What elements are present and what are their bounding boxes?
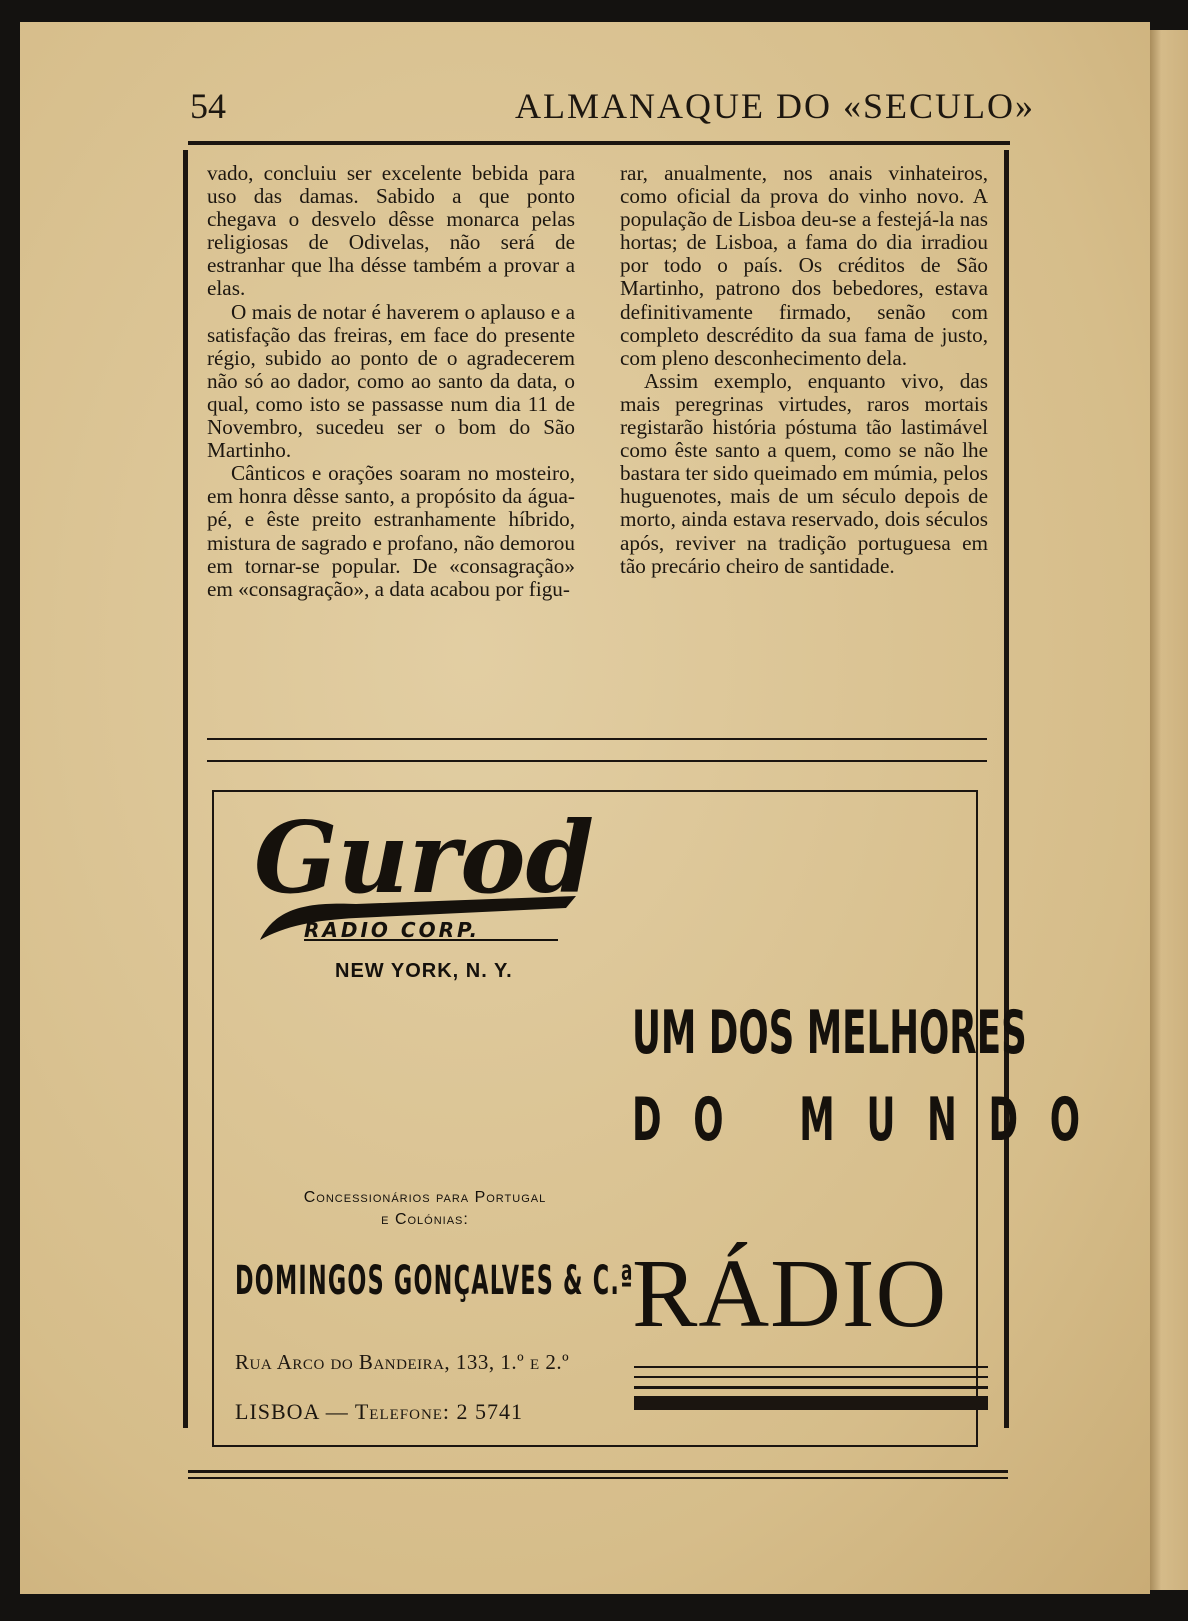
running-title: ALMANAQUE DO «SECULO»: [515, 86, 1035, 126]
concession-line: Concessionários para Portugal: [303, 1189, 547, 1206]
decor-rule: [634, 1366, 988, 1368]
separator-rule: [207, 738, 987, 740]
product-title: RÁDIO: [632, 1240, 948, 1348]
frame-bottom-rule: [188, 1477, 1008, 1479]
paragraph: rar, anualmente, nos anais vinhateiros, como oficial da prova do vinho novo. A população de Lisboa deu-se a festejá-la nas hortas; de Lisboa, a fama do dia irradiou por todo o país. Os créditos de São Martinho, patrono dos bebedores, estava definitivamente firmado, senão com completo descrédito da sua fama de justo, com pleno desconhecimento dela.: [620, 161, 988, 370]
paragraph: Assim exemplo, enquanto vivo, das mais peregrinas virtudes, raros mortais registarão história póstuma tão lastimável como êste santo a quem, como se não lhe bastara ter sido queimado em múmia, pelos huguenotes, mais de um século depois de morto, ainda estava reservado, dois séculos após, reviver na tradição portuguesa em tão precário cheiro de santidade.: [620, 368, 988, 578]
paragraph: O mais de notar é haverem o aplauso e a satisfação das freiras, em face do presente régio, subido ao ponto de o agradecerem não só ao dador, como ao santo da data, o qual, como isto se passasse num dia 11 de Novembro, sucedeu ser o bom do São Martinho.: [207, 299, 575, 463]
logo-wordmark: Gurod: [254, 801, 594, 916]
logo-city: NEW YORK, N. Y.: [335, 960, 513, 982]
header-rule: [188, 141, 1010, 145]
decor-bar: [634, 1396, 988, 1410]
slogan-line-2: DO MUNDO: [632, 1085, 1112, 1155]
frame-bottom-rule: [188, 1470, 1008, 1473]
logo-subtitle: RADIO CORP.: [304, 918, 481, 942]
next-page-edge: [1150, 30, 1188, 1590]
dealer-name: DOMINGOS GONÇALVES & C.ª: [235, 1258, 634, 1304]
paragraph: Cânticos e orações soaram no mosteiro, em honra dêsse santo, a propósito da água-pé, e êste preito estranhamente híbrido, mistura de sagrado e profano, não demorou em tornar-se popular. De «consagração» em «consagração», a data acabou por figu-: [207, 461, 575, 601]
dealer-phone: LISBOA — Telefone: 2 5741: [235, 1399, 524, 1424]
concessionaires: [255, 1187, 595, 1231]
paragraph: vado, concluiu ser excelente bebida para uso das damas. Sabido a que ponto chegava o desvelo dêsse monarca pelas religiosas de Odivelas, não será de estranhar que lha désse também a provar a elas.: [207, 161, 575, 301]
article-right-column: [620, 162, 988, 578]
decor-rule: [634, 1386, 988, 1389]
slogan-line-1: UM DOS MELHORES: [632, 998, 1027, 1068]
frame-left-border: [183, 150, 188, 1428]
dealer-address: Rua Arco do Bandeira, 133, 1.º e 2.º: [235, 1350, 570, 1374]
frame-right-border: [1004, 150, 1009, 1428]
page-number: 54: [190, 86, 226, 126]
separator-rule: [207, 760, 987, 762]
article-left-column: [207, 162, 575, 601]
decor-rule: [634, 1376, 988, 1378]
concession-line: e Colónias:: [381, 1211, 469, 1228]
gurod-logo: [246, 800, 606, 950]
